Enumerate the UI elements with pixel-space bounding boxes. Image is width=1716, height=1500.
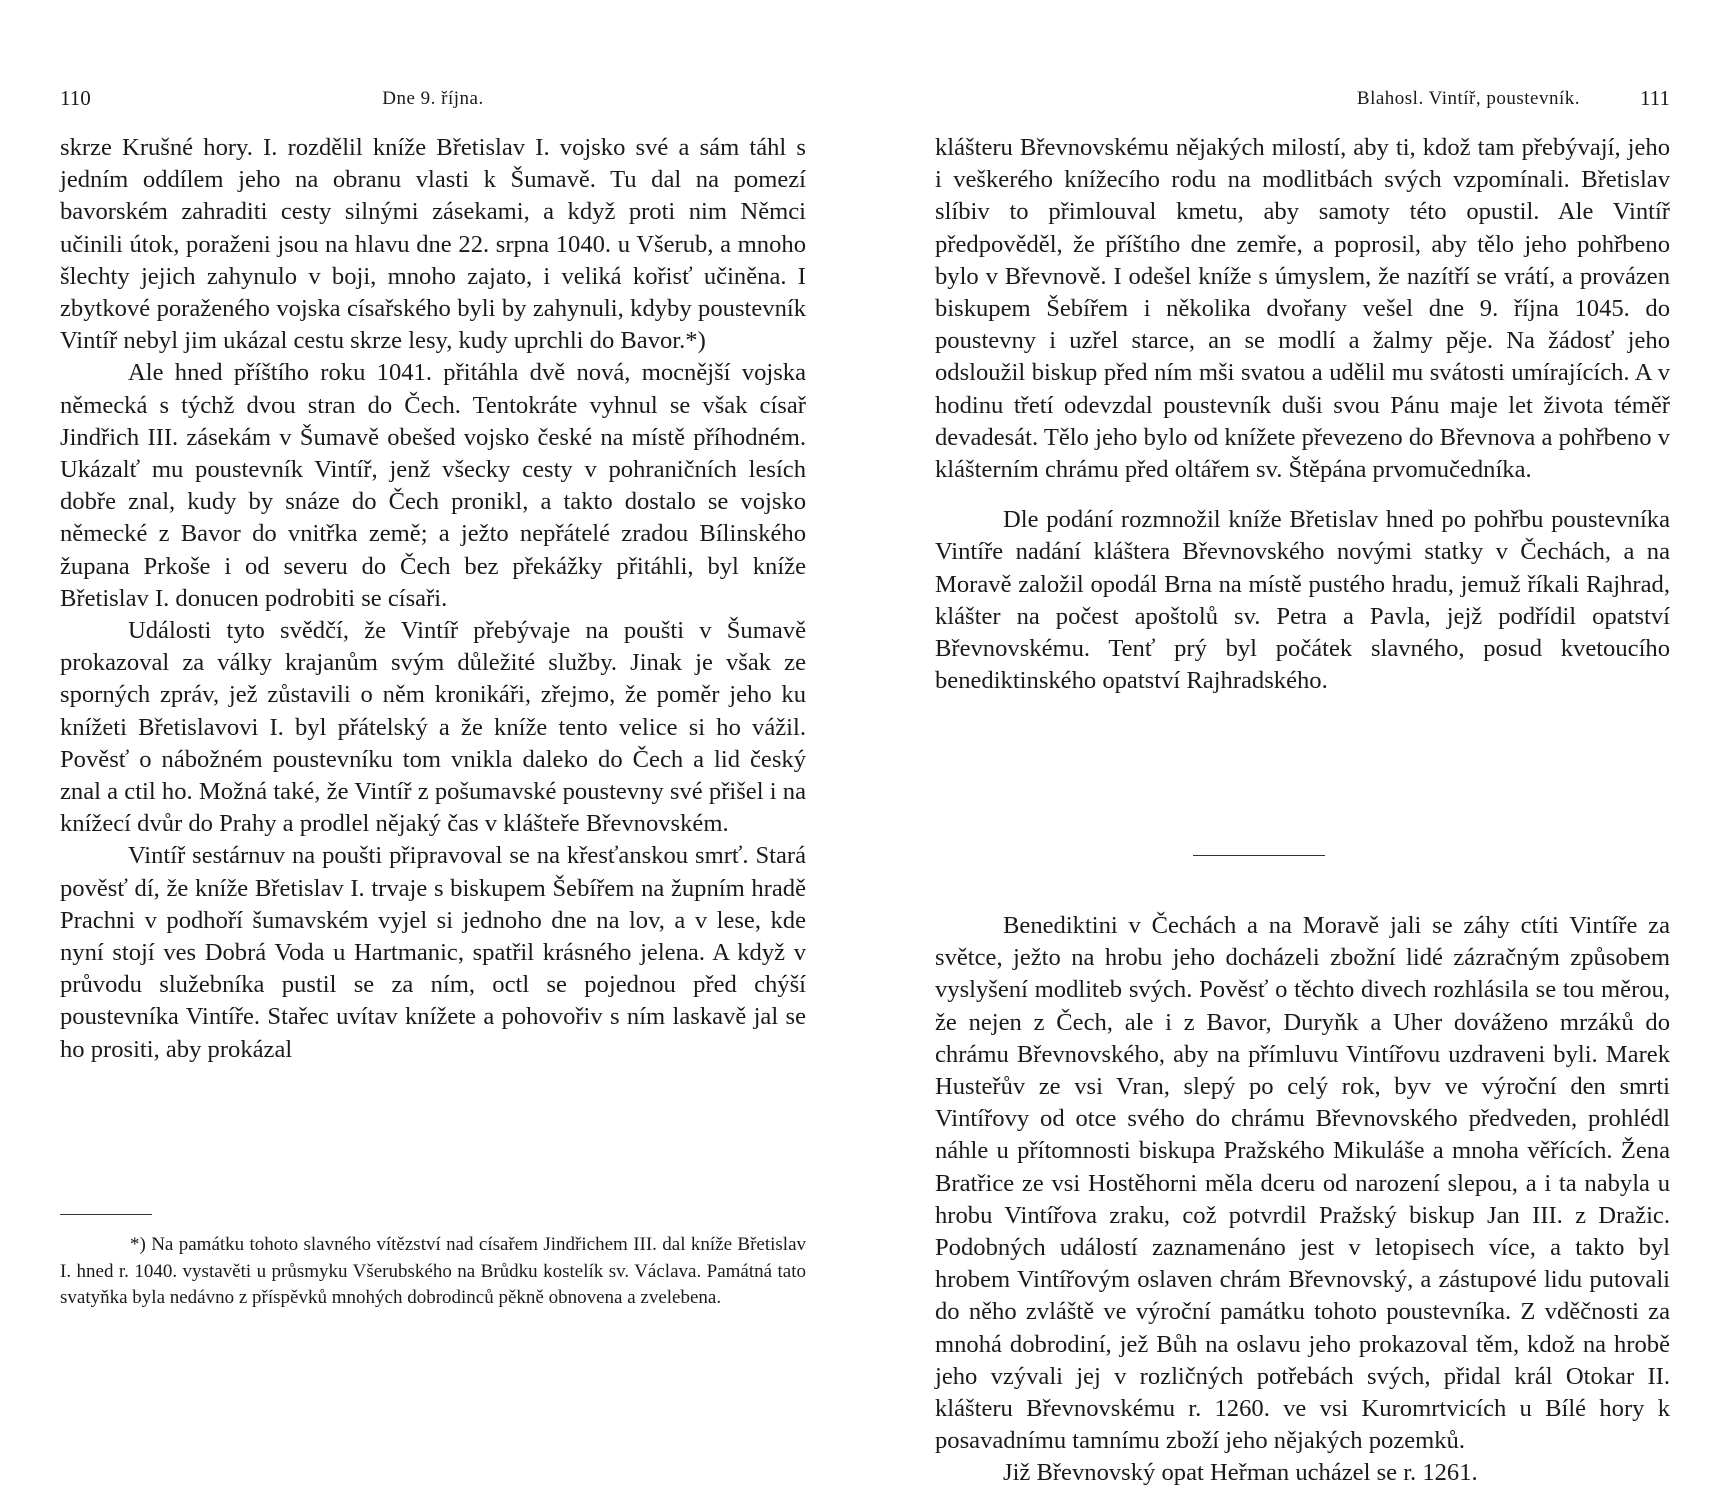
paragraph: Dle podání rozmnožil kníže Břetislav hned po pohřbu poustevníka Vintíře nadání kláštera Břevnovského novými statky v Čechách, a na Moravě založil opodál Brna na místě pustého hradu, jemuž říkali Rajhrad, klášter na počest apoštolů sv. Petra a Pavla, jejž podřídil opatství Břevnovskému. Tenť prý byl počátek slavného, posud kvetoucího benediktinského opatství Rajhradského. [935, 506, 1670, 695]
right-page [935, 0, 1670, 1500]
section-divider [1193, 855, 1325, 856]
page-number: 111 [1640, 86, 1670, 110]
running-title: Blahosl. Vintíř, poustevník. [1356, 88, 1580, 109]
paragraph: Vintíř sestárnuv na poušti připravoval se na křesťanskou smrť. Stará pověsť dí, že kníže Břetislav I. trvaje s biskupem Šebířem na župním hradě Prachni v podhoří šumavském vyjel si jednoho dne na lov, a v lese, kde nyní stojí ves Dobrá Voda u Hartmanic, spatřil krásného jelena. A když v průvodu služebníka pustil se za ním, octl se pojednou před chýší poustevníka Vintíře. Stařec uvítav knížete a pohovořiv s ním laskavě jal se ho prositi, aby prokázal [60, 842, 806, 1063]
right-page-header [935, 86, 1670, 116]
footnote-text: *) Na památku tohoto slavného vítězství nad císařem Jindřichem III. dal kníže Břetislav I. hned r. 1040. vystavěti u průsmyku Všerubského na Brůdku kostelík sv. Václava. Památná tato svatyňka byla nedávno z příspěvků mnohých dobrodinců pěkně obnovena a zvelebena. [60, 1234, 806, 1308]
footnote [60, 1232, 806, 1312]
left-page-body [60, 132, 806, 1066]
paragraph: Benediktini v Čechách a na Moravě jali se záhy ctíti Vintíře za světce, ježto na hrobu jeho docházeli zbožní lidé zázračným způsobem vyslyšení modliteb svých. Pověsť o těchto divech rozhlásila se tou měrou, že nejen z Čech, ale i z Bavor, Duryňk a Uher dováženo mrzáků do chrámu Břevnovského, aby na přímluvu Vintířovu uzdraveni byli. Marek Husteřův ze vsi Vran, slepý po celý rok, byv ve výroční den smrti Vintířovy od otce svého do chrámu Břevnovského předveden, prohlédl náhle u přítomnosti biskupa Pražského Mikuláše a mnoha věřících. Žena Bratřice ze vsi Hostěhorni měla dceru od narození slepou, a i ta nabyla u hrobu Vintířova zraku, což potvrdil Pražský biskup Jan III. z Dražic. Podobných událostí zaznamenáno jest v letopisech více, a takto byl hrobem Vintířovým oslaven chrám Břevnovský, a zástupové lidu putovali do něho zvláště ve výroční památku tohoto poustevníka. Z vděčnosti za mnohá dobrodiní, jež Bůh na oslavu jeho prokazoval těm, kdož na hrobě jeho vzývali jej v rozličných potřebách svých, přidal král Otokar II. klášteru Břevnovskému r. 1260. ve vsi Kuromrtvicích u Bílé hory k posavadnímu tamnímu zboží jeho nějakých pozemků. [935, 912, 1670, 1455]
footnote-divider [60, 1214, 152, 1215]
paragraph: Události tyto svědčí, že Vintíř přebývaje na poušti v Šumavě prokazoval za války krajanům svým důležité služby. Jinak je však ze sporných zpráv, jež zůstavili o něm kronikáři, zřejmo, že poměr jeho ku knížeti Břetislavovi I. byl přátelský a že kníže tento velice si ho vážil. Pověsť o nábožném poustevníku tom vnikla daleko do Čech a lid český znal a ctil ho. Možná také, že Vintíř z pošumavské poustevny své přišel i na knížecí dvůr do Prahy a prodlel nějaký čas v klášteře Břevnovském. [60, 617, 806, 838]
left-page-header [60, 86, 806, 116]
paragraph: klášteru Břevnovskému nějakých milostí, aby ti, kdož tam přebývají, jeho i veškerého knížecího rodu na modlitbách svých vzpomínali. Břetislav slíbiv to přimlouval kmetu, aby samoty této opustil. Ale Vintíř předpověděl, že příštího dne zemře, a poprosil, aby tělo jeho pohřbeno bylo v Břevnově. I odešel kníže s úmyslem, že nazítří se vrátí, a provázen biskupem Šebířem i několika dvořany vešel dne 9. října 1045. do poustevny i uzřel starce, an se modlí a žalmy pěje. Na žádosť jeho odsloužil biskup před ním mši svatou a udělil mu svátosti umírajících. A v hodinu třetí odevzdal poustevník duši svou Pánu maje let života téměř devadesát. Tělo jeho bylo od knížete převezeno do Břevnova a pohřbeno v klášterním chrámu před oltářem sv. Štěpána prvomučedníka. [935, 134, 1670, 484]
paragraph: skrze Krušné hory. I. rozdělil kníže Břetislav I. vojsko své a sám táhl s jedním oddílem jeho na obranu vlasti k Šumavě. Tu dal na pomezí bavorském zahraditi cesty silnými zásekami, a když proti nim Němci učinili útok, poraženi jsou na hlavu dne 22. srpna 1040. u Všerub, a mnoho šlechty jejich zahynulo v boji, mnoho zajato, i veliká kořisť učiněna. I zbytkové poraženého vojska císařského byli by zahynuli, kdyby poustevník Vintíř nebyl jim ukázal cestu skrze lesy, kudy uprchli do Bavor.*) [60, 134, 806, 355]
right-page-body-top [935, 132, 1670, 697]
page-number: 110 [60, 86, 91, 110]
left-page [60, 0, 806, 1500]
paragraph: Ale hned příštího roku 1041. přitáhla dvě nová, mocnější vojska německá s týchž dvou stran do Čech. Tentokráte vyhnul se však císař Jindřich III. zásekám v Šumavě obešed vojsko české na místě příhodném. Ukázalť mu poustevník Vintíř, jenž všecky cesty v pohraničních lesích dobře znal, kudy by snáze do Čech pronikl, a takto dostalo se vojsko německé z Bavor do vnitřka země; a ježto nepřátelé zradou Bílinského župana Prkoše i od severu do Čech bez překážky přitáhli, byl kníže Břetislav I. donucen podrobiti se císaři. [60, 359, 806, 612]
paragraph: Již Břevnovský opat Heřman ucházel se r. 1261. [1003, 1459, 1478, 1487]
right-page-body-bottom [935, 910, 1670, 1490]
running-title: Dne 9. října. [382, 88, 484, 109]
